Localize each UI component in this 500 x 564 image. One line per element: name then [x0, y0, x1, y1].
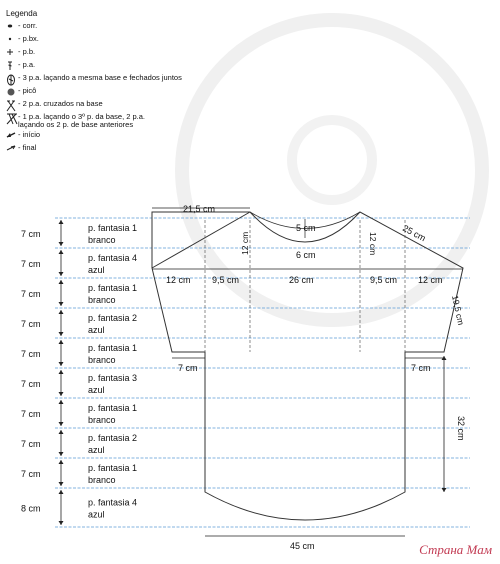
row-color-label: branco [88, 415, 116, 425]
row-pattern-label: p. fantasia 3 [88, 373, 138, 383]
row-height-label: 7 cm [21, 229, 41, 239]
row-pattern-label: p. fantasia 2 [88, 313, 138, 323]
row-pattern-label: p. fantasia 1 [88, 463, 138, 473]
width-label: 12 cm [166, 275, 191, 285]
row-pattern-label: p. fantasia 1 [88, 403, 138, 413]
row-height-label: 7 cm [21, 439, 41, 449]
row-color-label: azul [88, 445, 105, 455]
row-color-label: azul [88, 385, 105, 395]
sleeve-top-label: 25 cm [401, 222, 428, 244]
cuff-width-left-label: 7 cm [178, 363, 198, 373]
legend-item-text: - início [18, 130, 41, 139]
row-pattern-label: p. fantasia 4 [88, 497, 138, 508]
row-color-label: branco [88, 295, 116, 305]
row-height-label: 7 cm [21, 469, 41, 479]
width-label: 26 cm [289, 275, 314, 285]
row-height-label: 7 cm [21, 379, 41, 389]
sleeve-side-label: 19,5 cm [450, 294, 467, 327]
side-length-label: 32 cm [456, 416, 466, 441]
row-height-label: 7 cm [21, 319, 41, 329]
cuff-width-right-label: 7 cm [411, 363, 431, 373]
legend-item-text: - p.bx. [18, 34, 39, 43]
legend-item-text: - corr. [18, 21, 38, 30]
row-height-label: 7 cm [21, 349, 41, 359]
legend-item-text: - p.b. [18, 47, 36, 56]
row-height-label: 7 cm [21, 409, 41, 419]
neck-depth-right-label: 12 cm [368, 232, 378, 256]
row-pattern-label: p. fantasia 1 [88, 283, 138, 293]
row-color-label: branco [88, 355, 116, 365]
bottom-width-label: 45 cm [290, 541, 315, 551]
legend-item-text: - p.a. [18, 60, 36, 69]
row-color-label: branco [88, 235, 116, 245]
row-pattern-label: p. fantasia 2 [88, 433, 138, 443]
neck-top-label: 5 cm [296, 223, 316, 233]
row-height-label: 8 cm [21, 503, 41, 514]
row-color-label: azul [88, 265, 105, 275]
width-label: 12 cm [418, 275, 443, 285]
legend-title: Legenda [6, 9, 38, 18]
row-height-label: 7 cm [21, 289, 41, 299]
row-height-label: 7 cm [21, 259, 41, 269]
row-pattern-label: p. fantasia 1 [88, 223, 138, 233]
left-shoulder-line [152, 212, 250, 268]
neck-bottom-label: 6 cm [296, 250, 316, 260]
width-label: 9,5 cm [212, 275, 240, 285]
legend-item-text: - 3 p.a. laçando a mesma base e fechados juntos [18, 73, 182, 82]
legend-item-text: - 1 p.a. laçando o 3º p. da base, 2 p.a. laçando os 2 p. de base anteriores [18, 112, 145, 129]
row-pattern-label: p. fantasia 4 [88, 253, 138, 263]
shoulder-width-label: 21,5 cm [183, 204, 216, 214]
row-color-label: azul [88, 325, 105, 335]
legend-item-text: - final [18, 143, 37, 152]
row-color-label: azul [88, 509, 105, 520]
legend-item-text: - 2 p.a. cruzados na base [18, 99, 103, 108]
row-color-label: branco [88, 475, 116, 485]
legend-item-text: - picô [18, 86, 37, 95]
neck-depth-left-label: 12 cm [240, 231, 250, 255]
brand-logo: Страна Мам [419, 542, 492, 557]
width-label: 9,5 cm [370, 275, 398, 285]
row-pattern-label: p. fantasia 1 [88, 343, 138, 353]
